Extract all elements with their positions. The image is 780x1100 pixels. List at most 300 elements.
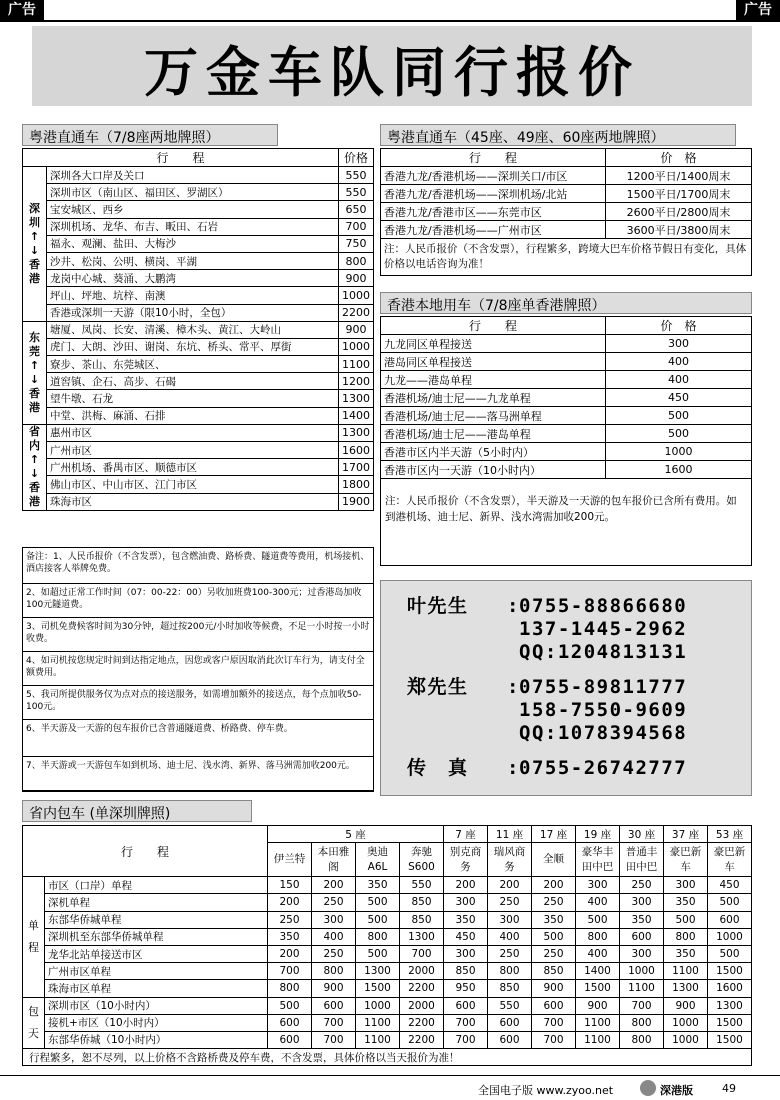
table-row	[381, 389, 752, 407]
contact-line	[407, 641, 751, 664]
price-cell: 1000	[606, 443, 752, 461]
seat-header-row	[23, 826, 752, 843]
footer-logo-icon	[640, 1080, 656, 1096]
price-cell: 850	[444, 963, 488, 980]
price-cell: 800	[268, 980, 312, 997]
table-row	[23, 287, 374, 304]
vehicle-header: 本田雅阁	[312, 843, 356, 877]
price-cell: 1000	[339, 287, 374, 304]
colon: :	[507, 757, 520, 779]
price-cell: 600	[620, 928, 664, 945]
contact-line	[407, 699, 751, 722]
route-cell: 道窖镇、企石、高步、石碣	[47, 373, 339, 390]
footer-edition: 深港版	[660, 1084, 693, 1097]
price-cell: 500	[356, 911, 400, 928]
footer	[0, 1075, 780, 1100]
route-cell: 龙岗中心城、葵涌、大鹏湾	[47, 270, 339, 287]
table-row	[23, 218, 374, 235]
price-cell: 500	[532, 928, 576, 945]
table-row	[23, 338, 374, 355]
price-cell: 2000	[400, 963, 444, 980]
table-row	[23, 1014, 752, 1031]
contact-line	[407, 618, 751, 641]
route-cell: 九龙——港岛单程	[381, 371, 606, 389]
seat-group-header: 5 座	[268, 826, 444, 843]
table-row	[23, 270, 374, 287]
price-cell: 1000	[620, 963, 664, 980]
price-cell: 300	[576, 877, 620, 894]
route-cell: 珠海市区单程	[45, 980, 268, 997]
price-cell: 500	[606, 425, 752, 443]
price-cell: 800	[620, 1014, 664, 1031]
left-price-table	[22, 148, 374, 511]
coach-note: 注：人民币报价（不含发票），行程繁多，跨境大巴车价格节假日有变化，具体价格以电话咨询为准！	[380, 239, 752, 276]
table-row	[381, 407, 752, 425]
price-cell: 1700	[339, 459, 374, 476]
table-row	[381, 371, 752, 389]
price-cell: 600	[488, 1031, 532, 1048]
table-row	[23, 476, 374, 493]
contact-name	[407, 699, 507, 722]
price-cell: 650	[339, 201, 374, 218]
seat-group-header: 37 座	[664, 826, 708, 843]
price-cell: 450	[444, 928, 488, 945]
price-cell: 200	[268, 894, 312, 911]
vehicle-header: 别克商务	[444, 843, 488, 877]
route-cell: 深机单程	[45, 894, 268, 911]
price-cell: 200	[268, 945, 312, 962]
colon	[507, 641, 519, 664]
vehicle-header: 普通丰田中巴	[620, 843, 664, 877]
price-cell: 900	[312, 980, 356, 997]
price-cell: 1100	[576, 1014, 620, 1031]
price-cell: 300	[444, 945, 488, 962]
table-row	[23, 980, 752, 997]
price-cell: 1000	[664, 1014, 708, 1031]
ad-label-right: 广告	[736, 0, 780, 20]
price-cell: 1100	[576, 1031, 620, 1048]
price-cell: 300	[488, 911, 532, 928]
route-cell: 中堂、洪梅、麻涌、石排	[47, 407, 339, 424]
contact-number[interactable]: 137-1445-2962	[519, 618, 688, 640]
colon	[507, 618, 519, 641]
route-cell: 深圳机至东部华侨城单程	[45, 928, 268, 945]
price-cell: 1900	[339, 493, 374, 510]
price-cell: 1400	[576, 963, 620, 980]
price-cell: 250	[312, 945, 356, 962]
price-cell: 550	[400, 877, 444, 894]
route-cell: 港岛同区单程接送	[381, 353, 606, 371]
table-row	[23, 911, 752, 928]
seat-group-header: 11 座	[488, 826, 532, 843]
price-cell: 850	[532, 963, 576, 980]
price-cell: 300	[312, 911, 356, 928]
price-cell: 3600平日/3800周末	[606, 221, 752, 239]
table-row	[23, 928, 752, 945]
price-cell: 1600	[708, 980, 752, 997]
price-cell: 800	[356, 928, 400, 945]
table-row	[23, 424, 374, 441]
price-cell: 2200	[400, 1014, 444, 1031]
ad-label-left: 广告	[0, 0, 44, 20]
page-title: 万金车队同行报价	[144, 40, 640, 104]
price-cell: 500	[664, 911, 708, 928]
contact-number[interactable]: 0755-89811777	[519, 676, 688, 698]
price-cell: 950	[444, 980, 488, 997]
vehicle-header: 豪巴新车	[708, 843, 752, 877]
price-cell: 800	[576, 928, 620, 945]
price-cell: 1100	[356, 1014, 400, 1031]
price-cell: 600	[268, 1031, 312, 1048]
route-cell: 香港市区内一天游（10小时内）	[381, 461, 606, 479]
table-row	[381, 203, 752, 221]
price-cell: 850	[400, 894, 444, 911]
vehicle-header: 奥迪A6L	[356, 843, 400, 877]
colon: :	[507, 595, 520, 617]
price-cell: 900	[576, 997, 620, 1014]
table-row	[381, 353, 752, 371]
price-cell: 850	[400, 911, 444, 928]
charter-price-table	[22, 825, 752, 1066]
colon	[507, 699, 519, 722]
contact-name	[407, 618, 507, 641]
coach-price-table	[380, 148, 752, 276]
price-cell: 700	[312, 1014, 356, 1031]
price-cell: 1500	[708, 1014, 752, 1031]
price-cell: 200	[444, 877, 488, 894]
price-cell: 900	[664, 997, 708, 1014]
price-cell: 700	[532, 1014, 576, 1031]
route-cell: 福永、观澜、盐田、大梅沙	[47, 235, 339, 252]
price-cell: 900	[339, 321, 374, 338]
price-cell: 550	[488, 997, 532, 1014]
route-cell: 东部华侨城单程	[45, 911, 268, 928]
price-cell: 700	[444, 1031, 488, 1048]
price-cell: 1100	[664, 963, 708, 980]
price-cell: 400	[606, 353, 752, 371]
price-cell: 1500	[708, 1031, 752, 1048]
price-cell: 600	[268, 1014, 312, 1031]
table-row	[23, 459, 374, 476]
contact-number[interactable]: 0755-88866680	[519, 595, 688, 617]
seat-group-header: 7 座	[444, 826, 488, 843]
price-cell: 800	[620, 1031, 664, 1048]
contact-name: 叶先生	[407, 595, 469, 617]
price-cell: 350	[356, 877, 400, 894]
left-section-title: 粤港直通车（7/8座两地牌照）	[22, 124, 278, 146]
route-cell: 香港机场/迪士尼——港岛单程	[381, 425, 606, 443]
price-cell: 600	[312, 997, 356, 1014]
table-row	[381, 461, 752, 479]
table-row	[23, 167, 374, 184]
route-cell: 香港九龙/香港机场——深圳关口/市区	[381, 167, 606, 185]
route-cell: 广州机场、番禺市区、顺德市区	[47, 459, 339, 476]
price-cell: 800	[488, 963, 532, 980]
price-cell: 500	[356, 894, 400, 911]
price-cell: 200	[312, 877, 356, 894]
seat-group-header: 30 座	[620, 826, 664, 843]
price-cell: 1200	[339, 373, 374, 390]
contact-name	[407, 722, 507, 745]
table-row	[381, 185, 752, 203]
price-cell: 150	[268, 877, 312, 894]
note-item: 6、半天游及一天游的包车报价已含普通隧道费、桥路费、停车费。	[23, 720, 373, 757]
col-price-header: 价格	[339, 149, 374, 167]
price-cell: 900	[532, 980, 576, 997]
price-cell: 1500	[576, 980, 620, 997]
price-cell: 1600	[339, 442, 374, 459]
price-cell: 900	[339, 270, 374, 287]
price-cell: 500	[356, 945, 400, 962]
price-cell: 2200	[400, 980, 444, 997]
price-cell: 750	[339, 235, 374, 252]
price-cell: 700	[400, 945, 444, 962]
region-label: 东莞↑↓香港	[23, 321, 47, 424]
price-cell: 550	[339, 167, 374, 184]
route-cell: 香港或深圳一天游（限10小时，全包）	[47, 304, 339, 321]
price-cell: 1300	[664, 980, 708, 997]
price-cell: 500	[606, 407, 752, 425]
price-cell: 250	[532, 894, 576, 911]
route-cell: 宝安城区、西乡	[47, 201, 339, 218]
price-cell: 1300	[339, 390, 374, 407]
price-cell: 2200	[400, 1031, 444, 1048]
price-cell: 350	[444, 911, 488, 928]
trip-type-label: 单程	[23, 877, 45, 997]
contact-name	[407, 641, 507, 664]
table-row	[23, 997, 752, 1014]
price-cell: 700	[532, 1031, 576, 1048]
table-row	[23, 304, 374, 321]
table-row	[23, 390, 374, 407]
route-cell: 香港机场/迪士尼——落马洲单程	[381, 407, 606, 425]
price-cell: 1000	[708, 928, 752, 945]
col-price-header: 价 格	[606, 149, 752, 167]
colon	[507, 722, 519, 745]
col-route-header: 行 程	[381, 149, 606, 167]
price-cell: 1500	[356, 980, 400, 997]
route-cell: 香港九龙/香港机场——广州市区	[381, 221, 606, 239]
price-cell: 1300	[400, 928, 444, 945]
note-item: 备注：1、人民币报价（不含发票），包含燃油费、路桥费、隧道费等费用，机场接机、酒店接客人举牌免费。	[23, 548, 373, 584]
price-cell: 450	[708, 877, 752, 894]
note-item: 5、我司所提供服务仅为点对点的接送服务，如需增加额外的接送点，每个点加收50-100元。	[23, 686, 373, 720]
price-cell: 500	[708, 894, 752, 911]
price-cell: 1500	[708, 963, 752, 980]
table-row	[23, 945, 752, 962]
route-cell: 广州市区	[47, 442, 339, 459]
trip-type-label: 包天	[23, 997, 45, 1049]
price-cell: 400	[606, 371, 752, 389]
price-cell: 700	[268, 963, 312, 980]
price-cell: 300	[606, 335, 752, 353]
price-cell: 500	[708, 945, 752, 962]
price-cell: 450	[606, 389, 752, 407]
price-cell: 200	[532, 877, 576, 894]
note-item: 3、司机免费候客时间为30分钟，超过按200元/小时加收等候费，不足一小时按一小时收费。	[23, 618, 373, 652]
route-cell: 香港机场/迪士尼——九龙单程	[381, 389, 606, 407]
price-cell: 1800	[339, 476, 374, 493]
price-cell: 350	[664, 945, 708, 962]
price-cell: 1100	[356, 1031, 400, 1048]
left-notes	[22, 547, 374, 792]
route-cell: 深圳市区（南山区、福田区、罗湖区）	[47, 184, 339, 201]
table-row	[23, 184, 374, 201]
hk-local-note: 注：人民币报价（不含发票），半天游及一天游的包车报价已含所有费用。如到港机场、迪士尼、新界、浅水湾需加收200元。	[380, 479, 752, 566]
price-cell: 1400	[339, 407, 374, 424]
region-label: 省内↑↓香港	[23, 424, 47, 510]
price-cell: 600	[532, 997, 576, 1014]
price-cell: 1000	[664, 1031, 708, 1048]
table-row	[23, 235, 374, 252]
contact-line	[407, 722, 751, 745]
route-cell: 望牛墩、石龙	[47, 390, 339, 407]
price-cell: 1600	[606, 461, 752, 479]
route-cell: 寮步、茶山、东莞城区、	[47, 356, 339, 373]
col-price-header: 价 格	[606, 317, 752, 335]
price-cell: 250	[488, 894, 532, 911]
seat-group-header: 17 座	[532, 826, 576, 843]
contact-number[interactable]: 0755-26742777	[519, 757, 688, 779]
price-cell: 1300	[708, 997, 752, 1014]
footer-site: 全国电子版 www.zyoo.net	[478, 1084, 614, 1097]
contact-number[interactable]: QQ:1204813131	[519, 641, 688, 663]
contact-number[interactable]: 158-7550-9609	[519, 699, 688, 721]
contact-line	[407, 757, 751, 780]
price-cell: 700	[312, 1031, 356, 1048]
price-cell: 300	[664, 877, 708, 894]
price-cell: 250	[488, 945, 532, 962]
contact-line	[407, 595, 751, 618]
table-row	[23, 1031, 752, 1048]
price-cell: 250	[312, 894, 356, 911]
table-row	[23, 407, 374, 424]
price-cell: 350	[620, 911, 664, 928]
price-cell: 600	[708, 911, 752, 928]
right-top-section-title: 粤港直通车（45座、49座、60座两地牌照）	[380, 124, 736, 146]
price-cell: 800	[664, 928, 708, 945]
vehicle-header: 全顺	[532, 843, 576, 877]
footer-page-number: 49	[722, 1082, 736, 1095]
price-cell: 400	[312, 928, 356, 945]
route-cell: 香港九龙/香港市区——东莞市区	[381, 203, 606, 221]
price-cell: 700	[339, 218, 374, 235]
price-cell: 2000	[400, 997, 444, 1014]
price-cell: 500	[268, 997, 312, 1014]
price-cell: 700	[444, 1014, 488, 1031]
price-cell: 300	[444, 894, 488, 911]
price-cell: 400	[576, 945, 620, 962]
price-cell: 1300	[356, 963, 400, 980]
right-mid-section-title: 香港本地用车（7/8座单香港牌照）	[380, 292, 752, 314]
region-label: 深圳↑↓香港	[23, 167, 47, 322]
price-cell: 700	[620, 997, 664, 1014]
note-item: 7、半天游或一天游包车如到机场、迪士尼、浅水湾、新界、落马洲需加收200元。	[23, 757, 373, 791]
route-cell: 龙华北站单接送市区	[45, 945, 268, 962]
price-cell: 600	[488, 1014, 532, 1031]
footer-note-row	[23, 1049, 752, 1066]
price-cell: 250	[620, 877, 664, 894]
route-cell: 坪山、坪地、坑梓、南澳	[47, 287, 339, 304]
price-cell: 1500平日/1700周末	[606, 185, 752, 203]
table-row	[381, 425, 752, 443]
price-cell: 300	[620, 945, 664, 962]
route-cell: 香港九龙/香港机场——深圳机场/北站	[381, 185, 606, 203]
table-row	[23, 442, 374, 459]
footer-note: 行程繁多，恕不尽列，以上价格不含路桥费及停车费，不含发票，具体价格以当天报价为准！	[23, 1049, 752, 1066]
price-cell: 850	[488, 980, 532, 997]
table-row	[23, 356, 374, 373]
bottom-section-title: 省内包车 (单深圳牌照)	[22, 800, 252, 822]
price-cell: 800	[339, 252, 374, 269]
price-cell: 400	[488, 928, 532, 945]
route-cell: 东部华侨城（10小时内）	[45, 1031, 268, 1048]
table-row	[23, 201, 374, 218]
price-cell: 2200	[339, 304, 374, 321]
price-cell: 800	[312, 963, 356, 980]
contact-name: 郑先生	[407, 676, 469, 698]
price-cell: 350	[664, 894, 708, 911]
col-route-header: 行 程	[23, 826, 268, 877]
table-row	[23, 963, 752, 980]
contact-number[interactable]: QQ:1078394568	[519, 722, 688, 744]
table-row	[23, 321, 374, 338]
route-cell: 塘厦、凤岗、长安、清溪、樟木头、黄江、大岭山	[47, 321, 339, 338]
colon: :	[507, 676, 520, 698]
vehicle-header: 奔驰S600	[400, 843, 444, 877]
price-cell: 250	[268, 911, 312, 928]
price-cell: 1000	[356, 997, 400, 1014]
table-row	[23, 252, 374, 269]
contact-name: 传 真	[407, 757, 469, 779]
route-cell: 深圳机场、龙华、布吉、畈田、石岩	[47, 218, 339, 235]
table-row	[381, 443, 752, 461]
price-cell: 2600平日/2800周末	[606, 203, 752, 221]
contact-box	[380, 580, 752, 796]
note-item: 4、如司机按您规定时间到达指定地点，因您或客户原因取消此次订车行为，请支付全额费用。	[23, 652, 373, 686]
table-row	[23, 373, 374, 390]
col-route-header: 行 程	[23, 149, 339, 167]
price-cell: 1300	[339, 424, 374, 441]
vehicle-header: 豪巴新车	[664, 843, 708, 877]
route-cell: 香港市区内半天游（5小时内）	[381, 443, 606, 461]
price-cell: 600	[444, 997, 488, 1014]
table-row	[23, 493, 374, 510]
price-cell: 300	[620, 894, 664, 911]
price-cell: 1200平日/1400周末	[606, 167, 752, 185]
hk-local-table	[380, 316, 752, 566]
price-cell: 500	[576, 911, 620, 928]
price-cell: 400	[576, 894, 620, 911]
price-cell: 1100	[620, 980, 664, 997]
route-cell: 沙井、松岗、公明、横岗、平湖	[47, 252, 339, 269]
table-row	[381, 221, 752, 239]
vehicle-header: 伊兰特	[268, 843, 312, 877]
route-cell: 市区（口岸）单程	[45, 877, 268, 894]
table-row	[23, 894, 752, 911]
price-cell: 350	[532, 911, 576, 928]
price-cell: 1000	[339, 338, 374, 355]
route-cell: 佛山市区、中山市区、江门市区	[47, 476, 339, 493]
seat-group-header: 19 座	[576, 826, 620, 843]
route-cell: 惠州市区	[47, 424, 339, 441]
price-cell: 550	[339, 184, 374, 201]
spacer	[407, 745, 751, 757]
route-cell: 深圳各大口岸及关口	[47, 167, 339, 184]
vehicle-header: 豪华丰田中巴	[576, 843, 620, 877]
route-cell: 广州市区单程	[45, 963, 268, 980]
table-row	[381, 167, 752, 185]
